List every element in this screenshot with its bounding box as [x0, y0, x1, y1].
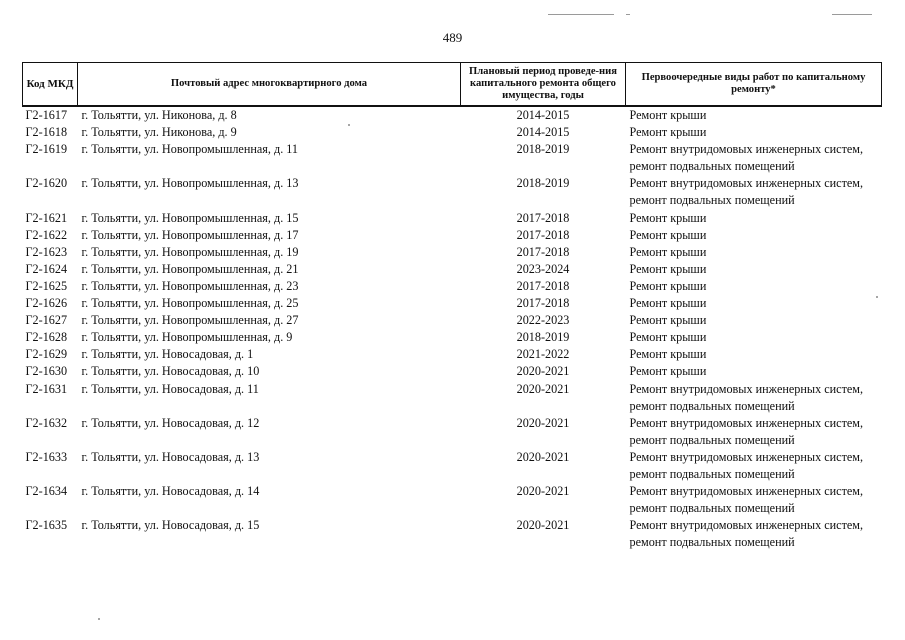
cell-works: Ремонт внутридомовых инженерных систем, ремонт подвальных помещений: [629, 415, 864, 447]
scan-artifact-dot: [98, 618, 100, 620]
cell-address: г. Тольятти, ул. Новопромышленная, д. 23: [81, 278, 299, 293]
cell-code: Г2-1629: [25, 347, 68, 362]
table-body: [23, 106, 882, 551]
cell-period: 2017-2018: [516, 296, 570, 311]
cell-works: Ремонт крыши: [629, 210, 707, 225]
table-row: [23, 210, 882, 227]
table-row: [23, 483, 882, 517]
cell-period: 2023-2024: [516, 261, 570, 276]
table-header: [23, 63, 882, 107]
column-header-code: Код МКД: [23, 63, 78, 107]
table-row: [23, 449, 882, 483]
cell-works: Ремонт крыши: [629, 244, 707, 259]
cell-code: Г2-1618: [25, 125, 68, 140]
cell-works: Ремонт крыши: [629, 313, 707, 328]
table-row: [23, 346, 882, 363]
cell-code: Г2-1628: [25, 330, 68, 345]
cell-period: 2017-2018: [516, 244, 570, 259]
cell-address: г. Тольятти, ул. Новопромышленная, д. 11: [81, 142, 299, 157]
cell-works: Ремонт крыши: [629, 108, 707, 122]
cell-code: Г2-1619: [25, 142, 68, 157]
cell-address: г. Тольятти, ул. Новопромышленная, д. 17: [81, 227, 299, 242]
table-row: [23, 312, 882, 329]
cell-period: 2014-2015: [516, 108, 570, 122]
table-row: [23, 141, 882, 175]
cell-period: 2020-2021: [516, 364, 570, 379]
cell-address: г. Тольятти, ул. Новопромышленная, д. 21: [81, 261, 299, 276]
cell-works: Ремонт крыши: [629, 330, 707, 345]
cell-works: Ремонт крыши: [629, 347, 707, 362]
cell-period: 2020-2021: [516, 415, 570, 430]
cell-works: Ремонт крыши: [629, 296, 707, 311]
cell-code: Г2-1625: [25, 278, 68, 293]
cell-address: г. Тольятти, ул. Новосадовая, д. 12: [81, 415, 260, 430]
table-row: [23, 363, 882, 380]
table-row: [23, 329, 882, 346]
cell-address: г. Тольятти, ул. Новосадовая, д. 10: [81, 364, 260, 379]
column-header-period: Плановый период проведе-ния капитального ремонта общего имущества, годы: [461, 63, 626, 107]
table-row: [23, 295, 882, 312]
cell-period: 2017-2018: [516, 227, 570, 242]
cell-works: Ремонт внутридомовых инженерных систем, ремонт подвальных помещений: [629, 484, 864, 516]
cell-code: Г2-1623: [25, 244, 68, 259]
cell-works: Ремонт внутридомовых инженерных систем, ремонт подвальных помещений: [629, 176, 864, 208]
column-header-works: Первоочередные виды работ по капитальному ремонту*: [626, 63, 882, 107]
column-header-address: Почтовый адрес многоквартирного дома: [78, 63, 461, 107]
cell-address: г. Тольятти, ул. Никонова, д. 8: [81, 108, 237, 122]
cell-period: 2020-2021: [516, 518, 570, 533]
cell-address: г. Тольятти, ул. Новосадовая, д. 1: [81, 347, 254, 362]
table-row: [23, 381, 882, 415]
page-number: 489: [442, 30, 463, 45]
cell-code: Г2-1632: [25, 415, 68, 430]
scan-artifact-line: [626, 14, 630, 15]
scan-artifact-line: [832, 14, 872, 15]
cell-code: Г2-1634: [25, 484, 68, 499]
cell-code: Г2-1631: [25, 381, 68, 396]
cell-code: Г2-1626: [25, 296, 68, 311]
cell-address: г. Тольятти, ул. Новосадовая, д. 13: [81, 449, 260, 464]
cell-period: 2018-2019: [516, 330, 570, 345]
cell-address: г. Тольятти, ул. Новосадовая, д. 14: [81, 484, 260, 499]
cell-period: 2020-2021: [516, 484, 570, 499]
cell-works: Ремонт крыши: [629, 278, 707, 293]
cell-address: г. Тольятти, ул. Новопромышленная, д. 15: [81, 210, 299, 225]
table-row: [23, 517, 882, 551]
cell-period: 2021-2022: [516, 347, 570, 362]
cell-code: Г2-1627: [25, 313, 68, 328]
cell-period: 2017-2018: [516, 278, 570, 293]
cell-works: Ремонт внутридомовых инженерных систем, ремонт подвальных помещений: [629, 449, 864, 481]
cell-address: г. Тольятти, ул. Никонова, д. 9: [81, 125, 237, 140]
cell-code: Г2-1622: [25, 227, 68, 242]
table-row: [23, 278, 882, 295]
cell-address: г. Тольятти, ул. Новопромышленная, д. 19: [81, 244, 299, 259]
cell-works: Ремонт крыши: [629, 364, 707, 379]
cell-period: 2020-2021: [516, 381, 570, 396]
cell-code: Г2-1621: [25, 210, 68, 225]
table-row: [23, 227, 882, 244]
cell-period: 2018-2019: [516, 142, 570, 157]
cell-address: г. Тольятти, ул. Новосадовая, д. 11: [81, 381, 259, 396]
cell-works: Ремонт крыши: [629, 227, 707, 242]
cell-code: Г2-1624: [25, 261, 68, 276]
cell-period: 2022-2023: [516, 313, 570, 328]
table-row: [23, 244, 882, 261]
cell-address: г. Тольятти, ул. Новопромышленная, д. 27: [81, 313, 299, 328]
cell-code: Г2-1630: [25, 364, 68, 379]
scan-artifact-line: [548, 14, 614, 15]
cell-code: Г2-1635: [25, 518, 68, 533]
cell-works: Ремонт внутридомовых инженерных систем, ремонт подвальных помещений: [629, 381, 864, 413]
cell-period: 2014-2015: [516, 125, 570, 140]
cell-works: Ремонт внутридомовых инженерных систем, ремонт подвальных помещений: [629, 518, 864, 550]
cell-address: г. Тольятти, ул. Новопромышленная, д. 25: [81, 296, 299, 311]
cell-address: г. Тольятти, ул. Новопромышленная, д. 9: [81, 330, 293, 345]
table-row: [23, 175, 882, 209]
cell-works: Ремонт крыши: [629, 125, 707, 140]
cell-address: г. Тольятти, ул. Новопромышленная, д. 13: [81, 176, 299, 191]
cell-code: Г2-1633: [25, 449, 68, 464]
table-row: [23, 261, 882, 278]
cell-code: Г2-1620: [25, 176, 68, 191]
table-row: [23, 124, 882, 141]
cell-period: 2018-2019: [516, 176, 570, 191]
table-header-row: [23, 63, 882, 107]
cell-works: Ремонт крыши: [629, 261, 707, 276]
cell-works: Ремонт внутридомовых инженерных систем, ремонт подвальных помещений: [629, 142, 864, 174]
cell-period: 2017-2018: [516, 210, 570, 225]
table-row: [23, 415, 882, 449]
cell-period: 2020-2021: [516, 449, 570, 464]
cell-address: г. Тольятти, ул. Новосадовая, д. 15: [81, 518, 260, 533]
repair-schedule-table: [22, 62, 882, 551]
table-row: [23, 106, 882, 124]
cell-code: Г2-1617: [25, 108, 68, 122]
